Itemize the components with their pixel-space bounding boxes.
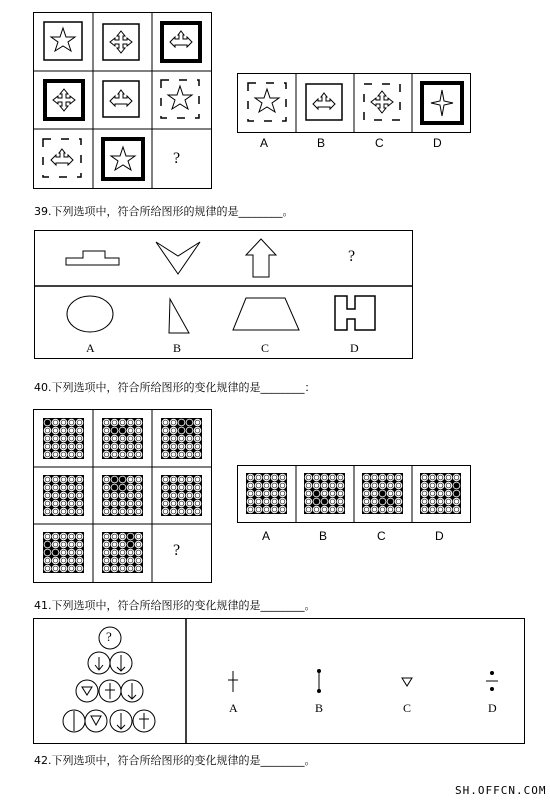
q38-option-a-label[interactable]: A <box>260 136 269 150</box>
q40-option-matrix-c <box>362 473 403 514</box>
q41-option-a-figure <box>228 671 238 692</box>
q41-option-d-label[interactable]: D <box>488 701 497 715</box>
q40-matrix-6 <box>161 475 202 516</box>
q40-matrix-7 <box>43 532 84 573</box>
q38-option-a-figure <box>248 83 286 121</box>
q39-option-c-label[interactable]: C <box>261 341 270 355</box>
q41-option-d-figure <box>486 672 498 691</box>
q39-figure-svg <box>35 231 412 358</box>
q40-matrix-2 <box>102 418 143 459</box>
q40-matrix-3 <box>161 418 202 459</box>
q38-option-b-label[interactable]: B <box>317 136 326 150</box>
q40-option-d-label[interactable]: D <box>435 529 444 543</box>
q38-option-b-figure <box>306 84 342 120</box>
q40-options-svg <box>238 466 470 522</box>
q39-stepped-bar <box>66 251 119 265</box>
q38-cell-star-thin <box>44 22 82 60</box>
q40-matrix-8 <box>102 532 143 573</box>
q38-cell-star-dashed <box>161 80 199 118</box>
q38-option-d-figure <box>422 83 462 123</box>
q39-question-mark: ? <box>348 248 356 265</box>
q38-grid <box>33 12 212 189</box>
q41-option-c-figure <box>402 678 412 686</box>
q40-option-matrix-b <box>304 473 345 514</box>
q38-cell-arrow-thick <box>162 23 200 61</box>
q40-grid <box>33 409 212 583</box>
q39-option-a-ellipse <box>67 296 113 332</box>
q41-option-b-figure <box>318 670 321 693</box>
q40-option-b-label[interactable]: B <box>319 529 328 543</box>
q38-cell-arrow-dashed <box>43 139 81 177</box>
watermark: SH.OFFCN.COM <box>455 784 547 797</box>
q40-prompt: 40.下列选项中，符合所给图形的变化规律的是________： <box>34 381 316 394</box>
q39-figure <box>34 230 413 359</box>
q40-question-mark: ? <box>173 542 181 559</box>
q38-question-mark: ? <box>173 150 181 167</box>
q41-figure <box>33 618 525 744</box>
q38-cell-arrow-thin <box>103 81 139 117</box>
q41-option-b-label[interactable]: B <box>315 701 324 715</box>
q38-options-svg <box>238 74 470 132</box>
q39-prompt: 39.下列选项中，符合所给图形的规律的是________。 <box>34 205 294 218</box>
q38-cell-cross-thin <box>103 24 139 60</box>
q38-cell-cross-thick <box>45 81 83 119</box>
q40-matrix-4 <box>43 475 84 516</box>
q38-option-c-label[interactable]: C <box>375 136 384 150</box>
q40-options <box>237 465 471 523</box>
q41-option-a-label[interactable]: A <box>229 701 238 715</box>
q39-option-d-label[interactable]: D <box>350 341 359 355</box>
q42-prompt: 42.下列选项中，符合所给图形的变化规律的是________。 <box>34 754 316 767</box>
q41-question-mark: ? <box>106 629 112 644</box>
q40-grid-svg <box>34 410 211 582</box>
q41-option-c-label[interactable]: C <box>403 701 412 715</box>
q39-option-c-trapezoid <box>233 298 299 330</box>
q38-option-c-figure <box>364 84 400 120</box>
q39-up-arrow <box>246 239 276 277</box>
q39-option-a-label[interactable]: A <box>86 341 95 355</box>
q41-prompt: 41.下列选项中，符合所给图形的变化规律的是________。 <box>34 599 316 612</box>
q38-option-d-label[interactable]: D <box>433 136 442 150</box>
q39-option-d-h-shape <box>335 296 375 330</box>
q40-option-matrix-d <box>420 473 461 514</box>
q40-matrix-5 <box>102 475 143 516</box>
q40-option-a-label[interactable]: A <box>262 529 271 543</box>
q39-option-b-label[interactable]: B <box>173 341 182 355</box>
q39-v-shape <box>156 242 200 274</box>
q38-cell-star-thick <box>103 139 143 179</box>
q40-option-c-label[interactable]: C <box>377 529 386 543</box>
q39-option-b-triangle <box>169 299 189 333</box>
q40-matrix-1 <box>43 418 84 459</box>
q38-options <box>237 73 471 133</box>
q40-option-matrix-a <box>246 473 287 514</box>
q38-grid-svg <box>34 13 211 188</box>
